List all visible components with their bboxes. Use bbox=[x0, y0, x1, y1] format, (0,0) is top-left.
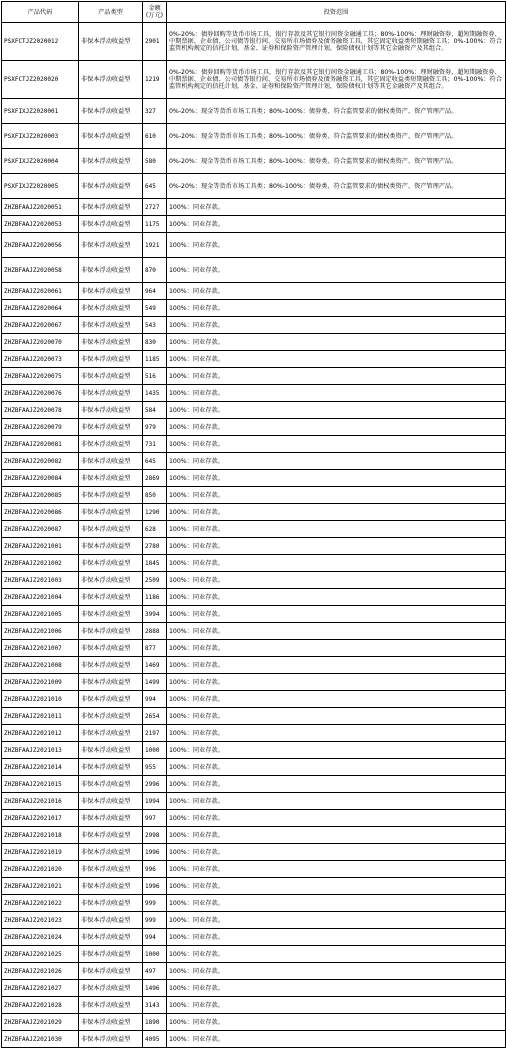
cell-type: 非保本浮动收益型 bbox=[79, 385, 143, 402]
cell-type: 非保本浮动收益型 bbox=[79, 351, 143, 368]
table-row bbox=[2, 470, 506, 487]
table-row bbox=[2, 946, 506, 963]
cell-amount: 2654 bbox=[143, 708, 167, 725]
cell-scope: 100%：同业存款。 bbox=[167, 759, 506, 776]
cell-amount: 2996 bbox=[143, 776, 167, 793]
cell-code: ZHZBFAAJZ2021013 bbox=[2, 742, 79, 759]
cell-amount: 2869 bbox=[143, 470, 167, 487]
cell-scope: 100%：同业存款。 bbox=[167, 912, 506, 929]
cell-code: ZHZBFAAJZ2020058 bbox=[2, 258, 79, 283]
cell-code: ZHZBFAAJZ2021008 bbox=[2, 657, 79, 674]
cell-scope: 100%：同业存款。 bbox=[167, 1014, 506, 1031]
cell-code: ZHZBFAAJZ2020078 bbox=[2, 402, 79, 419]
table-row bbox=[2, 300, 506, 317]
cell-amount: 1996 bbox=[143, 844, 167, 861]
cell-scope: 100%：同业存款。 bbox=[167, 946, 506, 963]
cell-scope: 100%：同业存款。 bbox=[167, 555, 506, 572]
table-row bbox=[2, 521, 506, 538]
cell-amount: 999 bbox=[143, 912, 167, 929]
cell-amount: 850 bbox=[143, 487, 167, 504]
cell-type: 非保本浮动收益型 bbox=[79, 233, 143, 258]
cell-type: 非保本浮动收益型 bbox=[79, 674, 143, 691]
cell-scope: 100%：同业存款。 bbox=[167, 623, 506, 640]
cell-code: ZHZBFAAJZ2020081 bbox=[2, 436, 79, 453]
cell-code: ZHZBFAAJZ2020073 bbox=[2, 351, 79, 368]
table-row bbox=[2, 776, 506, 793]
cell-scope: 0%-20%：债券回购等货币市场工具，银行存款及其它银行间资金融通工具；80%-100%：理财融资券、超短期融资券、中期票据、企业债、公司债等银行间、交易所市场债券及债务融资工具，其它固定收益类短期融资工具；0%-100%：符合监管机构规定的信托计划，基金、证券和保险资产管理计划，保险债权计划等其它金融资产及其组合。 bbox=[167, 23, 506, 61]
cell-amount: 497 bbox=[143, 963, 167, 980]
cell-code: ZHZBFAAJZ2020084 bbox=[2, 470, 79, 487]
cell-code: ZHZBFAAJZ2020087 bbox=[2, 521, 79, 538]
cell-code: ZHZBFAAJZ2021029 bbox=[2, 1014, 79, 1031]
cell-code: PSXFCTJZ2020012 bbox=[2, 23, 79, 61]
cell-type: 非保本浮动收益型 bbox=[79, 912, 143, 929]
cell-type: 非保本浮动收益型 bbox=[79, 487, 143, 504]
cell-amount: 877 bbox=[143, 640, 167, 657]
cell-scope: 100%：同业存款。 bbox=[167, 691, 506, 708]
cell-scope: 100%：同业存款。 bbox=[167, 725, 506, 742]
cell-scope: 0%-20%：债券回购等货币市场工具，银行存款及其它银行间资金融通工具；80%-100%：理财融资券、超短期融资券、中期票据、企业债、公司债等银行间、交易所市场债券及债务融资工具，其它固定收益类短期融资工具；0%-100%：符合监管机构规定的信托计划，基金、证券和保险资产管理计划，保险债权计划等其它金融资产及其组合。 bbox=[167, 61, 506, 99]
cell-amount: 2509 bbox=[143, 572, 167, 589]
table-row bbox=[2, 402, 506, 419]
cell-type: 非保本浮动收益型 bbox=[79, 419, 143, 436]
cell-code: ZHZBFAAJZ2020082 bbox=[2, 453, 79, 470]
header-scope: 投资范围 bbox=[167, 2, 506, 23]
cell-code: PSXFIXJZ2020003 bbox=[2, 124, 79, 149]
cell-code: ZHZBFAAJZ2020070 bbox=[2, 334, 79, 351]
cell-scope: 100%：同业存款。 bbox=[167, 470, 506, 487]
cell-scope: 100%：同业存款。 bbox=[167, 878, 506, 895]
table-row bbox=[2, 1014, 506, 1031]
cell-type: 非保本浮动收益型 bbox=[79, 402, 143, 419]
cell-scope: 0%-20%：现金等货币市场工具类；80%-100%：债券类、符合监管要求的债权类资产、资产管理产品。 bbox=[167, 174, 506, 199]
cell-amount: 1000 bbox=[143, 946, 167, 963]
cell-scope: 100%：同业存款。 bbox=[167, 606, 506, 623]
cell-amount: 2780 bbox=[143, 538, 167, 555]
cell-amount: 584 bbox=[143, 402, 167, 419]
cell-code: ZHZBFAAJZ2021009 bbox=[2, 674, 79, 691]
cell-code: ZHZBFAAJZ2020056 bbox=[2, 233, 79, 258]
cell-type: 非保本浮动收益型 bbox=[79, 606, 143, 623]
cell-type: 非保本浮动收益型 bbox=[79, 521, 143, 538]
cell-code: ZHZBFAAJZ2021004 bbox=[2, 589, 79, 606]
cell-scope: 100%：同业存款。 bbox=[167, 436, 506, 453]
cell-type: 非保本浮动收益型 bbox=[79, 963, 143, 980]
cell-scope: 100%：同业存款。 bbox=[167, 487, 506, 504]
table-row bbox=[2, 997, 506, 1014]
cell-type: 非保本浮动收益型 bbox=[79, 657, 143, 674]
table-row bbox=[2, 708, 506, 725]
cell-scope: 100%：同业存款。 bbox=[167, 963, 506, 980]
table-row bbox=[2, 317, 506, 334]
cell-type: 非保本浮动收益型 bbox=[79, 1014, 143, 1031]
table-row bbox=[2, 759, 506, 776]
cell-amount: 1175 bbox=[143, 216, 167, 233]
cell-type: 非保本浮动收益型 bbox=[79, 589, 143, 606]
cell-code: ZHZBFAAJZ2021027 bbox=[2, 980, 79, 997]
cell-scope: 100%：同业存款。 bbox=[167, 258, 506, 283]
cell-code: ZHZBFAAJZ2021021 bbox=[2, 878, 79, 895]
cell-amount: 996 bbox=[143, 861, 167, 878]
cell-type: 非保本浮动收益型 bbox=[79, 470, 143, 487]
cell-scope: 0%-20%：现金等货币市场工具类；80%-100%：债券类、符合监管要求的债权类资产、资产管理产品。 bbox=[167, 124, 506, 149]
cell-amount: 516 bbox=[143, 368, 167, 385]
cell-amount: 1890 bbox=[143, 1014, 167, 1031]
table-row bbox=[2, 368, 506, 385]
table-row bbox=[2, 980, 506, 997]
cell-code: ZHZBFAAJZ2021007 bbox=[2, 640, 79, 657]
table-row bbox=[2, 640, 506, 657]
cell-code: ZHZBFAAJZ2021016 bbox=[2, 793, 79, 810]
cell-code: ZHZBFAAJZ2021005 bbox=[2, 606, 79, 623]
table-row bbox=[2, 233, 506, 258]
cell-amount: 3994 bbox=[143, 606, 167, 623]
table-row bbox=[2, 912, 506, 929]
cell-amount: 327 bbox=[143, 99, 167, 124]
cell-scope: 100%：同业存款。 bbox=[167, 572, 506, 589]
cell-type: 非保本浮动收益型 bbox=[79, 572, 143, 589]
cell-code: ZHZBFAAJZ2020061 bbox=[2, 283, 79, 300]
cell-type: 非保本浮动收益型 bbox=[79, 538, 143, 555]
cell-code: PSXFCTJZ2020020 bbox=[2, 61, 79, 99]
table-row bbox=[2, 99, 506, 124]
cell-type: 非保本浮动收益型 bbox=[79, 149, 143, 174]
cell-scope: 100%：同业存款。 bbox=[167, 351, 506, 368]
cell-type: 非保本浮动收益型 bbox=[79, 61, 143, 99]
table-row bbox=[2, 572, 506, 589]
table-row bbox=[2, 895, 506, 912]
cell-amount: 994 bbox=[143, 691, 167, 708]
cell-scope: 100%：同业存款。 bbox=[167, 708, 506, 725]
cell-amount: 955 bbox=[143, 759, 167, 776]
cell-type: 非保本浮动收益型 bbox=[79, 334, 143, 351]
cell-scope: 100%：同业存款。 bbox=[167, 861, 506, 878]
table-row bbox=[2, 929, 506, 946]
cell-code: ZHZBFAAJZ2020086 bbox=[2, 504, 79, 521]
cell-code: ZHZBFAAJZ2020085 bbox=[2, 487, 79, 504]
cell-type: 非保本浮动收益型 bbox=[79, 980, 143, 997]
cell-scope: 100%：同业存款。 bbox=[167, 776, 506, 793]
cell-type: 非保本浮动收益型 bbox=[79, 929, 143, 946]
cell-amount: 645 bbox=[143, 174, 167, 199]
cell-type: 非保本浮动收益型 bbox=[79, 878, 143, 895]
cell-scope: 100%：同业存款。 bbox=[167, 742, 506, 759]
cell-amount: 2197 bbox=[143, 725, 167, 742]
cell-amount: 1845 bbox=[143, 555, 167, 572]
cell-type: 非保本浮动收益型 bbox=[79, 23, 143, 61]
table-row bbox=[2, 453, 506, 470]
cell-scope: 100%：同业存款。 bbox=[167, 419, 506, 436]
cell-type: 非保本浮动收益型 bbox=[79, 725, 143, 742]
cell-amount: 1186 bbox=[143, 589, 167, 606]
cell-type: 非保本浮动收益型 bbox=[79, 759, 143, 776]
cell-amount: 2998 bbox=[143, 827, 167, 844]
cell-type: 非保本浮动收益型 bbox=[79, 199, 143, 216]
table-row bbox=[2, 199, 506, 216]
cell-code: ZHZBFAAJZ2021019 bbox=[2, 844, 79, 861]
cell-scope: 100%：同业存款。 bbox=[167, 368, 506, 385]
cell-type: 非保本浮动收益型 bbox=[79, 844, 143, 861]
table-row bbox=[2, 149, 506, 174]
cell-amount: 1996 bbox=[143, 878, 167, 895]
cell-scope: 100%：同业存款。 bbox=[167, 300, 506, 317]
table-row bbox=[2, 589, 506, 606]
cell-amount: 2888 bbox=[143, 623, 167, 640]
cell-code: ZHZBFAAJZ2020064 bbox=[2, 300, 79, 317]
table-row bbox=[2, 742, 506, 759]
cell-amount: 1185 bbox=[143, 351, 167, 368]
table-row bbox=[2, 174, 506, 199]
cell-scope: 100%：同业存款。 bbox=[167, 929, 506, 946]
table-row bbox=[2, 606, 506, 623]
cell-type: 非保本浮动收益型 bbox=[79, 1031, 143, 1048]
cell-amount: 997 bbox=[143, 810, 167, 827]
cell-type: 非保本浮动收益型 bbox=[79, 436, 143, 453]
cell-scope: 100%：同业存款。 bbox=[167, 1031, 506, 1048]
cell-scope: 100%：同业存款。 bbox=[167, 317, 506, 334]
cell-scope: 100%：同业存款。 bbox=[167, 538, 506, 555]
cell-code: PSXFIXJZ2020005 bbox=[2, 174, 79, 199]
cell-amount: 610 bbox=[143, 124, 167, 149]
cell-code: PSXFIXJZ2020001 bbox=[2, 99, 79, 124]
cell-amount: 549 bbox=[143, 300, 167, 317]
cell-amount: 1469 bbox=[143, 657, 167, 674]
cell-scope: 100%：同业存款。 bbox=[167, 640, 506, 657]
table-header-row bbox=[2, 2, 506, 23]
table-row bbox=[2, 555, 506, 572]
cell-scope: 100%：同业存款。 bbox=[167, 980, 506, 997]
table-row bbox=[2, 623, 506, 640]
table-row bbox=[2, 878, 506, 895]
cell-code: ZHZBFAAJZ2021010 bbox=[2, 691, 79, 708]
cell-amount: 1290 bbox=[143, 504, 167, 521]
cell-amount: 4095 bbox=[143, 1031, 167, 1048]
cell-code: ZHZBFAAJZ2021011 bbox=[2, 708, 79, 725]
table-row bbox=[2, 691, 506, 708]
table-row bbox=[2, 1031, 506, 1048]
cell-amount: 979 bbox=[143, 419, 167, 436]
cell-type: 非保本浮动收益型 bbox=[79, 623, 143, 640]
cell-code: ZHZBFAAJZ2021018 bbox=[2, 827, 79, 844]
cell-code: ZHZBFAAJZ2020075 bbox=[2, 368, 79, 385]
table-row bbox=[2, 124, 506, 149]
table-row bbox=[2, 23, 506, 61]
cell-amount: 1435 bbox=[143, 385, 167, 402]
cell-amount: 994 bbox=[143, 929, 167, 946]
table-row bbox=[2, 725, 506, 742]
cell-amount: 2727 bbox=[143, 199, 167, 216]
table-row bbox=[2, 827, 506, 844]
cell-type: 非保本浮动收益型 bbox=[79, 742, 143, 759]
table-row bbox=[2, 216, 506, 233]
cell-scope: 100%：同业存款。 bbox=[167, 793, 506, 810]
header-type: 产品类型 bbox=[79, 2, 143, 23]
cell-amount: 999 bbox=[143, 895, 167, 912]
cell-type: 非保本浮动收益型 bbox=[79, 997, 143, 1014]
cell-type: 非保本浮动收益型 bbox=[79, 317, 143, 334]
cell-type: 非保本浮动收益型 bbox=[79, 283, 143, 300]
table-row bbox=[2, 61, 506, 99]
cell-scope: 100%：同业存款。 bbox=[167, 233, 506, 258]
table-row bbox=[2, 538, 506, 555]
cell-type: 非保本浮动收益型 bbox=[79, 946, 143, 963]
cell-type: 非保本浮动收益型 bbox=[79, 453, 143, 470]
table-row bbox=[2, 810, 506, 827]
cell-type: 非保本浮动收益型 bbox=[79, 368, 143, 385]
cell-type: 非保本浮动收益型 bbox=[79, 708, 143, 725]
cell-amount: 2901 bbox=[143, 23, 167, 61]
cell-code: ZHZBFAAJZ2021014 bbox=[2, 759, 79, 776]
cell-amount: 1000 bbox=[143, 742, 167, 759]
cell-type: 非保本浮动收益型 bbox=[79, 895, 143, 912]
table-body bbox=[2, 23, 506, 1048]
cell-scope: 100%：同业存款。 bbox=[167, 504, 506, 521]
cell-type: 非保本浮动收益型 bbox=[79, 174, 143, 199]
cell-amount: 870 bbox=[143, 258, 167, 283]
cell-scope: 100%：同业存款。 bbox=[167, 283, 506, 300]
cell-type: 非保本浮动收益型 bbox=[79, 810, 143, 827]
cell-scope: 0%-20%：现金等货币市场工具类；80%-100%：债券类、符合监管要求的债权类资产、资产管理产品。 bbox=[167, 99, 506, 124]
cell-amount: 830 bbox=[143, 334, 167, 351]
cell-amount: 1496 bbox=[143, 980, 167, 997]
table-row bbox=[2, 504, 506, 521]
cell-type: 非保本浮动收益型 bbox=[79, 124, 143, 149]
cell-amount: 580 bbox=[143, 149, 167, 174]
cell-amount: 645 bbox=[143, 453, 167, 470]
cell-code: ZHZBFAAJZ2021020 bbox=[2, 861, 79, 878]
cell-amount: 1219 bbox=[143, 61, 167, 99]
cell-amount: 1921 bbox=[143, 233, 167, 258]
cell-scope: 100%：同业存款。 bbox=[167, 402, 506, 419]
table-row bbox=[2, 351, 506, 368]
cell-type: 非保本浮动收益型 bbox=[79, 300, 143, 317]
cell-scope: 100%：同业存款。 bbox=[167, 199, 506, 216]
cell-type: 非保本浮动收益型 bbox=[79, 793, 143, 810]
cell-code: ZHZBFAAJZ2021017 bbox=[2, 810, 79, 827]
cell-type: 非保本浮动收益型 bbox=[79, 216, 143, 233]
cell-code: ZHZBFAAJZ2021024 bbox=[2, 929, 79, 946]
product-table bbox=[1, 1, 506, 1048]
cell-amount: 3143 bbox=[143, 997, 167, 1014]
table-row bbox=[2, 436, 506, 453]
cell-code: ZHZBFAAJZ2021030 bbox=[2, 1031, 79, 1048]
header-amount-unit: (万元) bbox=[145, 12, 164, 19]
cell-type: 非保本浮动收益型 bbox=[79, 827, 143, 844]
cell-scope: 100%：同业存款。 bbox=[167, 674, 506, 691]
cell-amount: 731 bbox=[143, 436, 167, 453]
cell-type: 非保本浮动收益型 bbox=[79, 504, 143, 521]
table-row bbox=[2, 258, 506, 283]
cell-code: ZHZBFAAJZ2021015 bbox=[2, 776, 79, 793]
cell-scope: 100%：同业存款。 bbox=[167, 385, 506, 402]
cell-code: ZHZBFAAJZ2020051 bbox=[2, 199, 79, 216]
cell-code: ZHZBFAAJZ2021012 bbox=[2, 725, 79, 742]
cell-code: ZHZBFAAJZ2021003 bbox=[2, 572, 79, 589]
cell-scope: 100%：同业存款。 bbox=[167, 216, 506, 233]
cell-type: 非保本浮动收益型 bbox=[79, 691, 143, 708]
cell-code: ZHZBFAAJZ2021006 bbox=[2, 623, 79, 640]
cell-code: ZHZBFAAJZ2021025 bbox=[2, 946, 79, 963]
cell-scope: 100%：同业存款。 bbox=[167, 657, 506, 674]
cell-scope: 100%：同业存款。 bbox=[167, 589, 506, 606]
header-amount bbox=[143, 2, 167, 23]
table-row bbox=[2, 793, 506, 810]
cell-scope: 100%：同业存款。 bbox=[167, 997, 506, 1014]
cell-code: ZHZBFAAJZ2021022 bbox=[2, 895, 79, 912]
cell-amount: 964 bbox=[143, 283, 167, 300]
cell-type: 非保本浮动收益型 bbox=[79, 555, 143, 572]
cell-code: ZHZBFAAJZ2020067 bbox=[2, 317, 79, 334]
cell-amount: 1994 bbox=[143, 793, 167, 810]
cell-amount: 543 bbox=[143, 317, 167, 334]
cell-scope: 100%：同业存款。 bbox=[167, 810, 506, 827]
table-row bbox=[2, 385, 506, 402]
cell-type: 非保本浮动收益型 bbox=[79, 776, 143, 793]
cell-scope: 100%：同业存款。 bbox=[167, 521, 506, 538]
cell-type: 非保本浮动收益型 bbox=[79, 861, 143, 878]
cell-code: ZHZBFAAJZ2021002 bbox=[2, 555, 79, 572]
table-row bbox=[2, 861, 506, 878]
table-row bbox=[2, 283, 506, 300]
cell-amount: 1499 bbox=[143, 674, 167, 691]
cell-code: ZHZBFAAJZ2021026 bbox=[2, 963, 79, 980]
table-row bbox=[2, 963, 506, 980]
cell-amount: 628 bbox=[143, 521, 167, 538]
cell-code: ZHZBFAAJZ2020076 bbox=[2, 385, 79, 402]
cell-code: ZHZBFAAJZ2021023 bbox=[2, 912, 79, 929]
cell-type: 非保本浮动收益型 bbox=[79, 258, 143, 283]
table-row bbox=[2, 844, 506, 861]
cell-type: 非保本浮动收益型 bbox=[79, 640, 143, 657]
table-row bbox=[2, 334, 506, 351]
cell-scope: 0%-20%：现金等货币市场工具类；80%-100%：债券类、符合监管要求的债权类资产、资产管理产品。 bbox=[167, 149, 506, 174]
cell-scope: 100%：同业存款。 bbox=[167, 334, 506, 351]
cell-scope: 100%：同业存款。 bbox=[167, 895, 506, 912]
header-code: 产品代码 bbox=[2, 2, 79, 23]
cell-scope: 100%：同业存款。 bbox=[167, 453, 506, 470]
cell-code: ZHZBFAAJZ2021001 bbox=[2, 538, 79, 555]
table-row bbox=[2, 419, 506, 436]
cell-code: PSXFIXJZ2020004 bbox=[2, 149, 79, 174]
header-amount-label: 金额 bbox=[148, 5, 161, 12]
cell-type: 非保本浮动收益型 bbox=[79, 99, 143, 124]
cell-scope: 100%：同业存款。 bbox=[167, 827, 506, 844]
cell-code: ZHZBFAAJZ2021028 bbox=[2, 997, 79, 1014]
table-row bbox=[2, 487, 506, 504]
table-row bbox=[2, 674, 506, 691]
table-row bbox=[2, 657, 506, 674]
cell-code: ZHZBFAAJZ2020079 bbox=[2, 419, 79, 436]
cell-scope: 100%：同业存款。 bbox=[167, 844, 506, 861]
cell-code: ZHZBFAAJZ2020053 bbox=[2, 216, 79, 233]
